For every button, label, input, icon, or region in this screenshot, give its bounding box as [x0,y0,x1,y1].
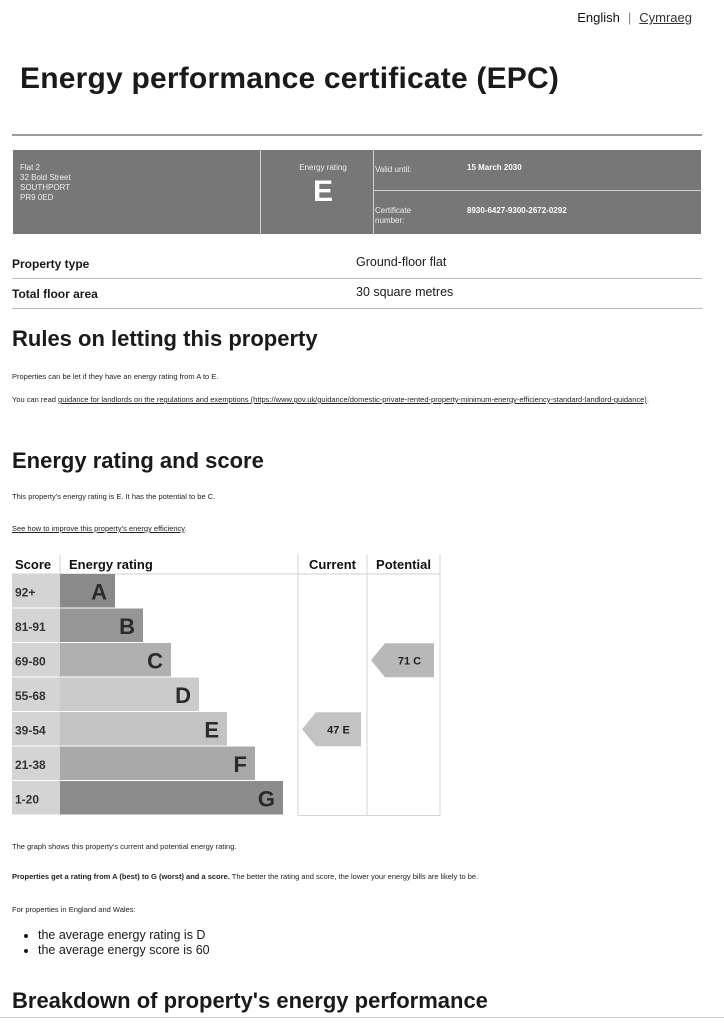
rating-band-letter: E [204,717,219,743]
improve-efficiency-paragraph [12,524,187,533]
energy-rating-statement: This property's energy rating is E. It has the potential to be C. [12,492,216,501]
current-rating-label: 47 E [327,724,350,737]
score-range-label: 81-91 [15,619,46,634]
improve-suffix: . [184,524,187,533]
property-type-row [12,248,702,279]
certificate-summary [13,150,701,234]
cert-label-line: Certificate [375,206,412,215]
cert-row-divider [373,190,701,191]
rating-band-letter: D [175,682,191,708]
valid-until-label: Valid until: [375,165,412,174]
chart-header-potential: Potential [376,557,431,572]
address-line: PR9 0ED [20,193,54,202]
address-line: Flat 2 [20,163,41,172]
rating-band-letter: A [91,579,107,605]
letting-heading: Rules on letting this property [12,326,318,351]
language-switcher [577,10,692,25]
certificate-number-value: 8930-6427-9300-2672-0292 [467,206,567,215]
list-item: • the average energy score is 60 [38,943,210,958]
english-label: English [577,10,620,25]
chart-header-rating: Energy rating [69,557,153,572]
breakdown-heading: Breakdown of property's energy performance [12,988,488,1013]
cert-divider [260,150,261,234]
property-type-value: Ground-floor flat [356,255,447,269]
energy-heading: Energy rating and score [12,448,264,473]
page-title: Energy performance certificate (EPC) [20,62,560,95]
chart-header-current: Current [309,557,356,572]
score-range-label: 69-80 [15,654,46,669]
rating-band-letter: B [119,613,135,639]
graph-caption: The graph shows this property's current and potential energy rating. [12,842,237,851]
guidance-suffix: . [646,395,649,404]
score-range-label: 92+ [15,585,36,600]
rating-band-e [60,712,227,746]
improve-efficiency-link[interactable]: See how to improve this property's energy efficiency [12,524,185,533]
address-line: SOUTHPORT [20,183,71,192]
ratings-explanation-bold: Properties get a rating from A (best) to G (worst) and a score. [12,872,230,881]
energy-rating-chart [12,554,442,825]
guidance-prefix: You can read [12,395,56,404]
cert-divider [373,150,374,234]
letting-paragraph: Properties can be let if they have an energy rating from A to E. [12,372,219,381]
floor-area-value: 30 square metres [356,285,454,299]
list-item: • the average energy rating is D [38,928,210,943]
epc-chart-svg [12,554,442,820]
score-range-label: 21-38 [15,757,46,772]
page-bottom-edge [0,1017,724,1018]
rating-band-letter: G [257,786,275,812]
floor-area-row [12,278,702,309]
certificate-number-label [375,206,411,226]
rating-band-g [60,781,283,815]
guidance-link[interactable]: guidance for landlords on the regulations and exemptions (https://www.gov.uk/guidance/domestic-private-rented-property-minimum-energy-efficiency-standard-landlord-guidance) [58,395,647,404]
cert-label-line: number: [375,216,405,225]
energy-rating-letter: E [312,175,333,208]
energy-rating-label: Energy rating [299,163,347,172]
rating-band-letter: F [233,751,247,777]
chart-header-score: Score [15,557,52,572]
valid-until-value: 15 March 2030 [467,163,522,172]
address-line: 32 Bold Street [20,173,71,182]
ratings-explanation-rest: The better the rating and score, the lower your energy bills are likely to be. [229,872,479,881]
score-range-label: 39-54 [15,723,46,738]
score-range-label: 55-68 [15,688,46,703]
cymraeg-link[interactable]: Cymraeg [639,10,692,25]
floor-area-label: Total floor area [12,287,98,301]
ratings-explanation [12,872,478,881]
property-address [20,163,260,203]
england-wales-label: For properties in England and Wales: [12,905,136,914]
language-separator: | [627,10,632,25]
letting-guidance-paragraph [12,394,702,405]
rating-band-letter: C [147,648,163,674]
title-divider [12,134,702,136]
property-type-label: Property type [12,257,90,271]
rating-band-f [60,747,255,781]
potential-rating-label: 71 C [397,655,422,668]
score-range-label: 1-20 [15,792,40,807]
average-list [20,928,210,958]
